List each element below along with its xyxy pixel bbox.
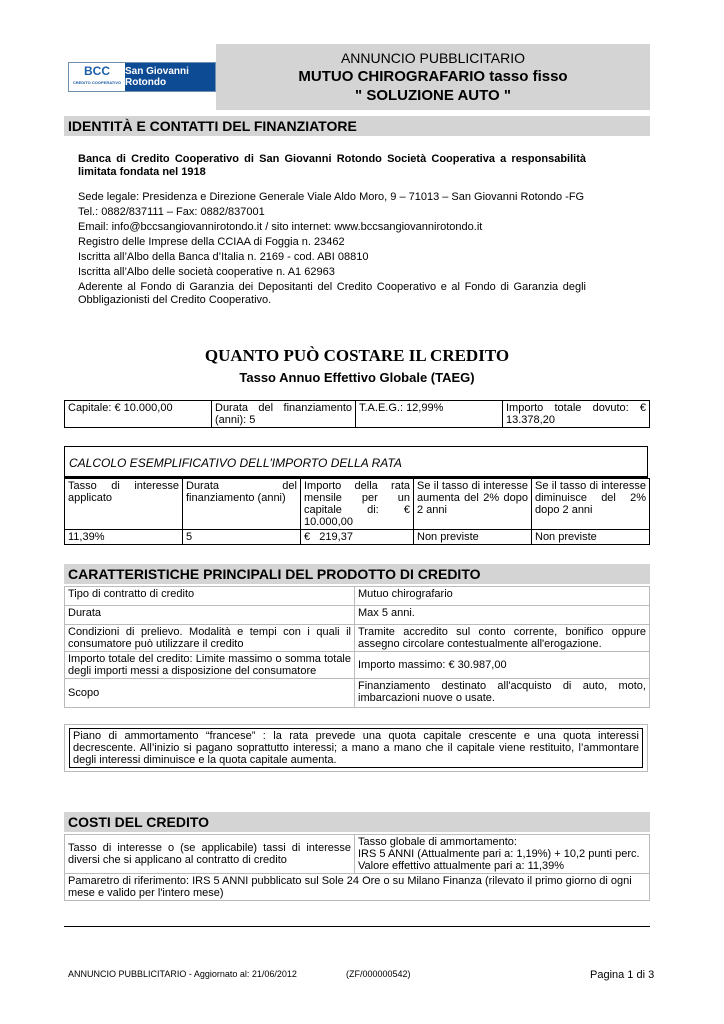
costo-subtitle: Tasso Annuo Effettivo Globale (TAEG)	[239, 370, 475, 385]
bank-contacts	[78, 191, 586, 307]
contact-line: Aderente al Fondo di Garanzia dei Depositanti del Credito Cooperativo e al Fondo di Garanzia degli Obbligazionisti del Credito Cooperativo.	[78, 281, 586, 306]
costo-title: QUANTO PUÒ COSTARE IL CREDITO	[204, 346, 510, 365]
costi-row	[65, 835, 650, 874]
costi-value-line: IRS 5 ANNI (Attualmente pari a: 1,19%) + 10,2 punti perc.	[358, 848, 640, 860]
taeg-table	[64, 400, 650, 428]
footer-left: ANNUNCIO PUBBLICITARIO - Aggiornato al: 21/06/2012	[68, 969, 297, 979]
calcolo-cell: Non previste	[532, 530, 650, 545]
caratteristiche-label: Condizioni di prelievo. Modalità e tempi con i quali il consumatore può utilizzare il credito	[65, 625, 355, 652]
caratteristiche-label: Durata	[65, 606, 355, 625]
costi-value	[355, 835, 650, 874]
contact-line: Sede legale: Presidenza e Direzione Generale Viale Aldo Moro, 9 – 71013 – San Giovanni Rotondo -FG	[78, 191, 585, 203]
calcolo-value-row	[65, 530, 650, 545]
calcolo-table	[64, 478, 650, 545]
contact-line: Iscritta all’Albo della Banca d’Italia n. 2169 - cod. ABI 08810	[78, 251, 369, 263]
caratteristiche-row	[65, 625, 650, 652]
header-line2: MUTUO CHIROGRAFARIO tasso fisso	[298, 68, 568, 85]
section-caratteristiche-title: CARATTERISTICHE PRINCIPALI DEL PRODOTTO DI CREDITO	[64, 564, 650, 584]
caratteristiche-value: Max 5 anni.	[355, 606, 650, 625]
ammortamento-note: Piano di ammortamento “francese” : la rata prevede una quota capitale crescente e una quota interessi decrescente. All’inizio si pagano soprattutto interessi; a mano a mano che il capitale viene restituito, l’ammontare degli interessi diminuisce e la quota capitale aumenta.	[69, 728, 643, 768]
header-line1: ANNUNCIO PUBBLICITARIO	[340, 50, 526, 66]
calcolo-header: Se il tasso di interesse diminuisce del 2% dopo 2 anni	[532, 479, 650, 530]
costi-value-line: Valore effettivo attualmente pari a: 11,39%	[358, 860, 565, 872]
caratteristiche-value: Mutuo chirografario	[355, 587, 650, 606]
header-line3: " SOLUZIONE AUTO "	[355, 87, 511, 104]
caratteristiche-label: Tipo di contratto di credito	[65, 587, 355, 606]
calcolo-header-row	[65, 479, 650, 530]
caratteristiche-row	[65, 652, 650, 679]
taeg-durata: Durata del finanziamento (anni): 5	[212, 401, 356, 428]
calcolo-header: Se il tasso di interesse aumenta del 2% dopo 2 anni	[414, 479, 532, 530]
note-box	[64, 724, 648, 772]
section-identita-title: IDENTITÀ E CONTATTI DEL FINANZIATORE	[64, 116, 650, 136]
costi-parametro: Pamaretro di riferimento: IRS 5 ANNI pubblicato sul Sole 24 Ore o su Milano Finanza (rilevato il primo giorno di ogni mese e valido per l'intero mese)	[65, 874, 650, 901]
taeg-capitale: Capitale: € 10.000,00	[65, 401, 212, 428]
section-costi-title: COSTI DEL CREDITO	[64, 812, 650, 832]
caratteristiche-row	[65, 679, 650, 708]
contact-line: Iscritta all’Albo delle società cooperative n. A1 62963	[78, 266, 335, 278]
costi-value-line: Tasso globale di ammortamento:	[358, 836, 517, 848]
caratteristiche-label: Importo totale del credito: Limite massimo o somma totale degli importi messi a disposizione del consumatore	[65, 652, 355, 679]
contact-line: Tel.: 0882/837111 – Fax: 0882/837001	[78, 206, 265, 218]
costi-row	[65, 874, 650, 901]
calcolo-header: Importo della rata mensile per un capitale di: € 10.000,00	[301, 479, 414, 530]
contact-line: Registro delle Imprese della CCIAA di Foggia n. 23462	[78, 236, 345, 248]
caratteristiche-row	[65, 587, 650, 606]
contact-line: Email: info@bccsangiovannirotondo.it / sito internet: www.bccsangiovannirotondo.it	[78, 221, 483, 233]
calcolo-header: Durata del finanziamento (anni)	[183, 479, 301, 530]
calcolo-cell: 5	[183, 530, 301, 545]
bcc-logo-mark	[69, 63, 125, 91]
caratteristiche-row	[65, 606, 650, 625]
bcc-logo	[68, 62, 216, 92]
caratteristiche-value: Finanziamento destinato all'acquisto di auto, moto, imbarcazioni nuove o usate.	[355, 679, 650, 708]
bottom-divider	[64, 926, 650, 927]
header-box	[216, 44, 650, 110]
taeg-value: T.A.E.G.: 12,99%	[356, 401, 503, 428]
logo-main-text: BCC	[84, 64, 110, 78]
footer-code: (ZF/000000542)	[346, 969, 411, 979]
caratteristiche-table	[64, 586, 650, 708]
logo-branch: San Giovanni Rotondo	[125, 63, 215, 91]
caratteristiche-value: Importo massimo: € 30.987,00	[355, 652, 650, 679]
bank-name: Banca di Credito Cooperativo di San Giovanni Rotondo Società Cooperativa a responsabilità limitata fondata nel 1918	[78, 153, 586, 178]
costi-label: Tasso di interesse o (se applicabile) tassi di interesse diversi che si applicano al contratto di credito	[65, 835, 355, 874]
calcolo-cell: 11,39%	[65, 530, 183, 545]
calcolo-title: CALCOLO ESEMPLIFICATIVO DELL'IMPORTO DELLA RATA	[64, 446, 648, 478]
footer-page: Pagina 1 di 3	[590, 969, 655, 981]
caratteristiche-value: Tramite accredito sul conto corrente, bonifico oppure assegno circolare contestualmente all'erogazione.	[355, 625, 650, 652]
taeg-importo: Importo totale dovuto: € 13.378,20	[503, 401, 650, 428]
calcolo-header: Tasso di interesse applicato	[65, 479, 183, 530]
caratteristiche-label: Scopo	[65, 679, 355, 708]
calcolo-cell: Non previste	[414, 530, 532, 545]
logo-sub-text: CREDITO COOPERATIVO	[72, 80, 122, 85]
calcolo-cell: € 219,37	[301, 530, 414, 545]
costi-table	[64, 834, 650, 901]
